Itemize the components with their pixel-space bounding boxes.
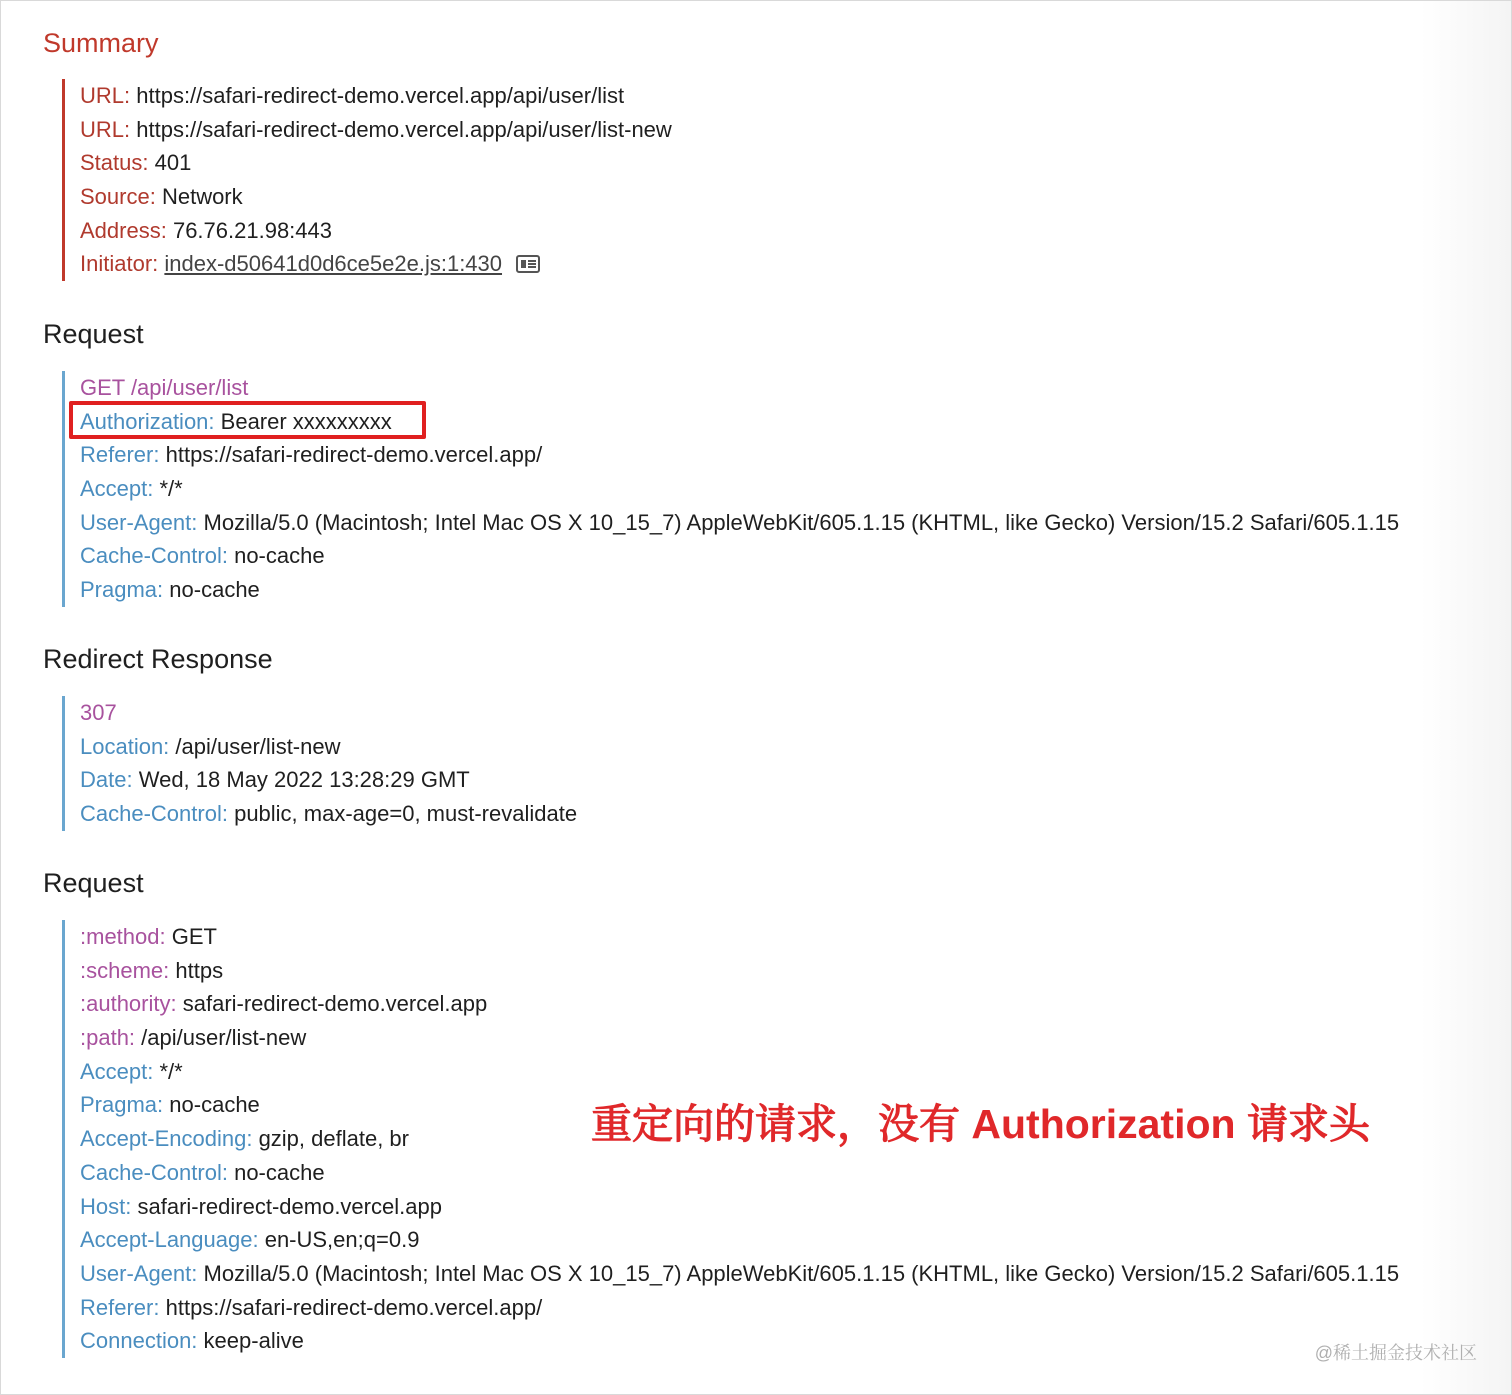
header-key: Cache-Control:	[80, 543, 228, 569]
header-key: User-Agent:	[80, 509, 198, 535]
header-key: Host:	[80, 1193, 132, 1219]
authorization-highlight-box	[69, 401, 426, 439]
document-icon[interactable]	[516, 255, 540, 273]
header-value: no-cache	[234, 543, 325, 569]
header-value: */*	[159, 476, 183, 502]
header-value: safari-redirect-demo.vercel.app	[137, 1193, 442, 1219]
header-row-accept-language	[80, 1223, 1399, 1257]
header-row-host	[80, 1190, 1399, 1224]
summary-row-source	[80, 180, 672, 214]
header-key: User-Agent:	[80, 1260, 198, 1286]
summary-block	[62, 79, 672, 281]
pseudo-header-key: :path:	[80, 1025, 136, 1051]
header-value: no-cache	[234, 1159, 325, 1185]
header-row-connection	[80, 1324, 1399, 1358]
header-row-referer	[80, 1291, 1399, 1325]
header-row-accept	[80, 1055, 1399, 1089]
summary-value: https://safari-redirect-demo.vercel.app/api/user/list-new	[136, 116, 672, 142]
header-row-date	[80, 763, 577, 797]
header-row-cache-control	[80, 1156, 1399, 1190]
pseudo-header-value: /api/user/list-new	[141, 1025, 307, 1051]
header-row-referer	[80, 438, 1399, 472]
header-key: Accept:	[80, 476, 154, 502]
pseudo-header-row-scheme	[80, 954, 1399, 988]
header-key: Referer:	[80, 442, 160, 468]
pseudo-header-value: GET	[171, 924, 217, 949]
header-value: Mozilla/5.0 (Macintosh; Intel Mac OS X 10_15_7) AppleWebKit/605.1.15 (KHTML, like Gecko) Version/15.2 Safari/605.1.15	[203, 1260, 1400, 1286]
summary-row-address	[80, 214, 672, 248]
pseudo-header-row-path	[80, 1021, 1399, 1055]
request-title: Request	[43, 319, 144, 349]
header-value: */*	[159, 1058, 183, 1084]
header-key: Pragma:	[80, 1092, 164, 1118]
summary-row-url-redirect	[80, 113, 672, 147]
header-row-cache-control	[80, 797, 577, 831]
summary-key: Status:	[80, 150, 149, 176]
summary-key: Source:	[80, 184, 156, 210]
header-row-location	[80, 730, 577, 764]
header-row-cache-control	[80, 539, 1399, 573]
header-value: no-cache	[169, 1092, 260, 1118]
header-value: https://safari-redirect-demo.vercel.app/	[165, 1294, 543, 1320]
header-key: Location:	[80, 733, 170, 759]
pseudo-header-value: safari-redirect-demo.vercel.app	[182, 991, 488, 1017]
summary-title: Summary	[43, 28, 159, 58]
header-value: en-US,en;q=0.9	[264, 1227, 420, 1253]
header-key: Accept-Language:	[80, 1227, 259, 1253]
pseudo-header-key: :authority:	[80, 991, 177, 1017]
summary-value: Network	[161, 184, 243, 210]
header-key: Cache-Control:	[80, 1159, 228, 1185]
summary-key: Initiator:	[80, 251, 159, 277]
redirect-status: 307	[80, 700, 117, 725]
summary-key: URL:	[80, 116, 131, 142]
redirect-response-title: Redirect Response	[43, 644, 273, 674]
pseudo-header-row-method	[80, 920, 1399, 954]
header-key: Cache-Control:	[80, 801, 228, 827]
annotation-text: 重定向的请求，没有 Authorization 请求头	[591, 1101, 1370, 1147]
summary-key: Address:	[80, 217, 167, 243]
summary-row-status	[80, 146, 672, 180]
summary-key: URL:	[80, 83, 131, 108]
header-key: Date:	[80, 767, 133, 793]
initiator-link[interactable]: index-d50641d0d6ce5e2e.js:1:430	[164, 251, 503, 277]
summary-row-url	[80, 79, 672, 113]
summary-value: 401	[154, 150, 192, 176]
header-value: no-cache	[169, 577, 260, 603]
request-title: Request	[43, 868, 144, 898]
header-key: Accept:	[80, 1058, 154, 1084]
pseudo-header-key: :scheme:	[80, 957, 170, 983]
pseudo-header-key: :method:	[80, 924, 166, 949]
header-key: Pragma:	[80, 577, 164, 603]
request-method-path: GET /api/user/list	[80, 375, 249, 400]
pseudo-header-row-authority	[80, 987, 1399, 1021]
header-row-user-agent	[80, 1257, 1399, 1291]
watermark: @稀土掘金技术社区	[1314, 1343, 1477, 1363]
header-row-accept	[80, 472, 1399, 506]
pseudo-header-value: https	[175, 957, 224, 983]
header-row-pragma	[80, 573, 1399, 607]
header-key: Accept-Encoding:	[80, 1126, 253, 1152]
header-key: Referer:	[80, 1294, 160, 1320]
header-value: Wed, 18 May 2022 13:28:29 GMT	[138, 767, 470, 793]
header-key: Authorization:	[80, 408, 215, 434]
header-value: https://safari-redirect-demo.vercel.app/	[165, 442, 543, 468]
summary-row-initiator	[80, 247, 672, 281]
redirect-headers-block	[62, 696, 577, 831]
header-value: public, max-age=0, must-revalidate	[234, 801, 578, 827]
header-value: gzip, deflate, br	[258, 1126, 409, 1152]
request-line	[80, 371, 1399, 405]
header-value: keep-alive	[203, 1328, 304, 1354]
header-value: Mozilla/5.0 (Macintosh; Intel Mac OS X 10_15_7) AppleWebKit/605.1.15 (KHTML, like Gecko) Version/15.2 Safari/605.1.15	[203, 509, 1400, 535]
summary-value: https://safari-redirect-demo.vercel.app/api/user/list	[136, 83, 625, 108]
summary-value: 76.76.21.98:443	[172, 217, 332, 243]
redirect-status-row	[80, 696, 577, 730]
header-value: /api/user/list-new	[175, 733, 341, 759]
header-value: Bearer xxxxxxxxx	[220, 408, 392, 434]
header-key: Connection:	[80, 1328, 198, 1354]
header-row-user-agent	[80, 506, 1399, 540]
